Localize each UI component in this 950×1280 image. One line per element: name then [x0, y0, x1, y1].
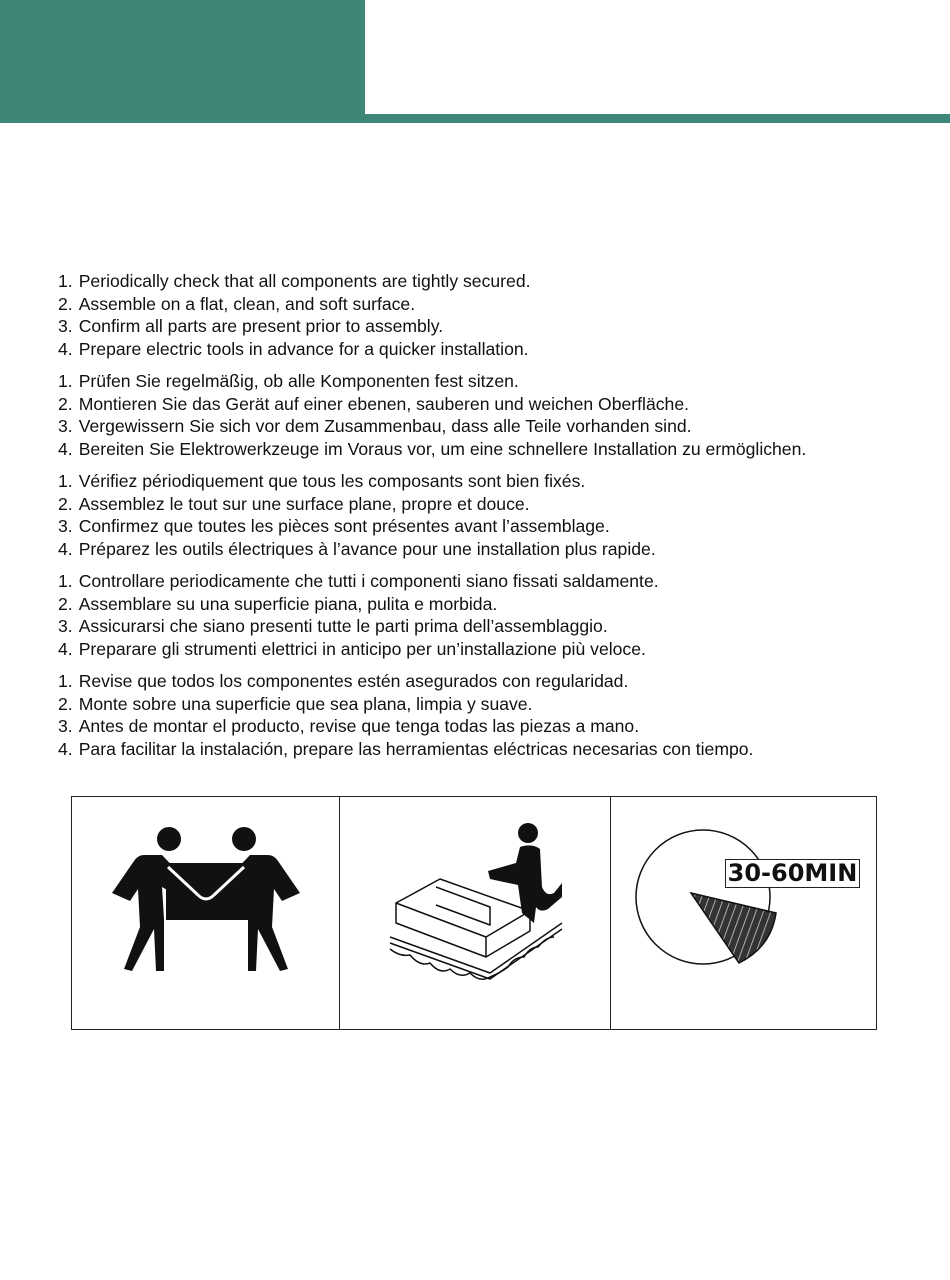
- instruction-step: [58, 615, 938, 638]
- instruction-step: [58, 470, 938, 493]
- step-text: Assemble on a flat, clean, and soft surface.: [78, 293, 416, 314]
- instruction-step: [58, 370, 938, 393]
- step-text: Prepare electric tools in advance for a quicker installation.: [78, 338, 529, 359]
- header-accent-line: [365, 114, 950, 123]
- step-text: Vérifiez périodiquement que tous les composants sont bien fixés.: [78, 471, 586, 491]
- clock-time-icon: [611, 797, 878, 1029]
- step-number: 2.: [58, 293, 73, 314]
- instruction-step: [58, 293, 938, 316]
- instruction-group-spanish: [58, 670, 938, 760]
- step-number: 4.: [58, 338, 73, 359]
- step-text: Revise que todos los componentes estén asegurados con regularidad.: [78, 671, 629, 691]
- step-text: Assicurarsi che siano presenti tutte le parti prima dell’assemblaggio.: [78, 616, 608, 636]
- step-text: Periodically check that all components are tightly secured.: [78, 271, 531, 291]
- step-number: 3.: [58, 316, 73, 336]
- step-number: 3.: [58, 516, 73, 536]
- step-text: Preparare gli strumenti elettrici in anticipo per un’installazione più veloce.: [78, 638, 646, 659]
- instruction-step: [58, 693, 938, 716]
- step-number: 2.: [58, 593, 73, 614]
- instruction-step: [58, 338, 938, 361]
- instruction-group-french: [58, 470, 938, 560]
- step-text: Controllare periodicamente che tutti i componenti siano fissati saldamente.: [78, 571, 659, 591]
- step-number: 3.: [58, 716, 73, 736]
- instruction-step: [58, 515, 938, 538]
- step-number: 4.: [58, 638, 73, 659]
- step-number: 3.: [58, 416, 73, 436]
- step-text: Monte sobre una superficie que sea plana, limpia y suave.: [78, 693, 533, 714]
- step-number: 1.: [58, 471, 73, 491]
- step-number: 2.: [58, 693, 73, 714]
- instruction-step: [58, 438, 938, 461]
- instruction-step: [58, 738, 938, 761]
- instruction-group-german: [58, 370, 938, 460]
- step-text: Préparez les outils électriques à l’avance pour une installation plus rapide.: [78, 538, 656, 559]
- assembly-time-cell: [610, 797, 876, 1029]
- instruction-step: [58, 415, 938, 438]
- instruction-step: [58, 638, 938, 661]
- instruction-step: [58, 393, 938, 416]
- step-text: Prüfen Sie regelmäßig, ob alle Komponenten fest sitzen.: [78, 371, 519, 391]
- instruction-step: [58, 670, 938, 693]
- step-number: 4.: [58, 438, 73, 459]
- step-number: 2.: [58, 493, 73, 514]
- soft-surface-cell: [339, 797, 609, 1029]
- step-number: 2.: [58, 393, 73, 414]
- instruction-step: [58, 593, 938, 616]
- step-number: 1.: [58, 271, 73, 291]
- step-text: Antes de montar el producto, revise que tenga todas las piezas a mano.: [78, 716, 640, 736]
- instruction-step: [58, 315, 938, 338]
- step-number: 1.: [58, 571, 73, 591]
- icon-panel: [71, 796, 877, 1030]
- header-accent-block: [0, 0, 365, 123]
- instruction-group-english: [58, 270, 938, 360]
- two-person-lift-icon: [72, 797, 340, 1029]
- step-text: Para facilitar la instalación, prepare las herramientas eléctricas necesarias con tiempo.: [78, 738, 754, 759]
- step-number: 4.: [58, 538, 73, 559]
- step-number: 3.: [58, 616, 73, 636]
- step-text: Bereiten Sie Elektrowerkzeuge im Voraus vor, um eine schnellere Installation zu ermöglichen.: [78, 438, 807, 459]
- step-text: Montieren Sie das Gerät auf einer ebenen, sauberen und weichen Oberfläche.: [78, 393, 689, 414]
- two-person-lift-cell: [72, 797, 339, 1029]
- instruction-step: [58, 493, 938, 516]
- step-number: 4.: [58, 738, 73, 759]
- step-number: 1.: [58, 371, 73, 391]
- instruction-step: [58, 715, 938, 738]
- step-number: 1.: [58, 671, 73, 691]
- assembly-time-label: 30-60MIN: [725, 859, 861, 888]
- soft-surface-assembly-icon: [340, 797, 611, 1029]
- step-text: Vergewissern Sie sich vor dem Zusammenbau, dass alle Teile vorhanden sind.: [78, 416, 692, 436]
- instruction-step: [58, 570, 938, 593]
- step-text: Confirmez que toutes les pièces sont présentes avant l’assemblage.: [78, 516, 610, 536]
- instruction-list: [58, 270, 938, 770]
- step-text: Assemblare su una superficie piana, pulita e morbida.: [78, 593, 498, 614]
- step-text: Assemblez le tout sur une surface plane, propre et douce.: [78, 493, 530, 514]
- step-text: Confirm all parts are present prior to assembly.: [78, 316, 444, 336]
- instruction-group-italian: [58, 570, 938, 660]
- instruction-step: [58, 538, 938, 561]
- instruction-step: [58, 270, 938, 293]
